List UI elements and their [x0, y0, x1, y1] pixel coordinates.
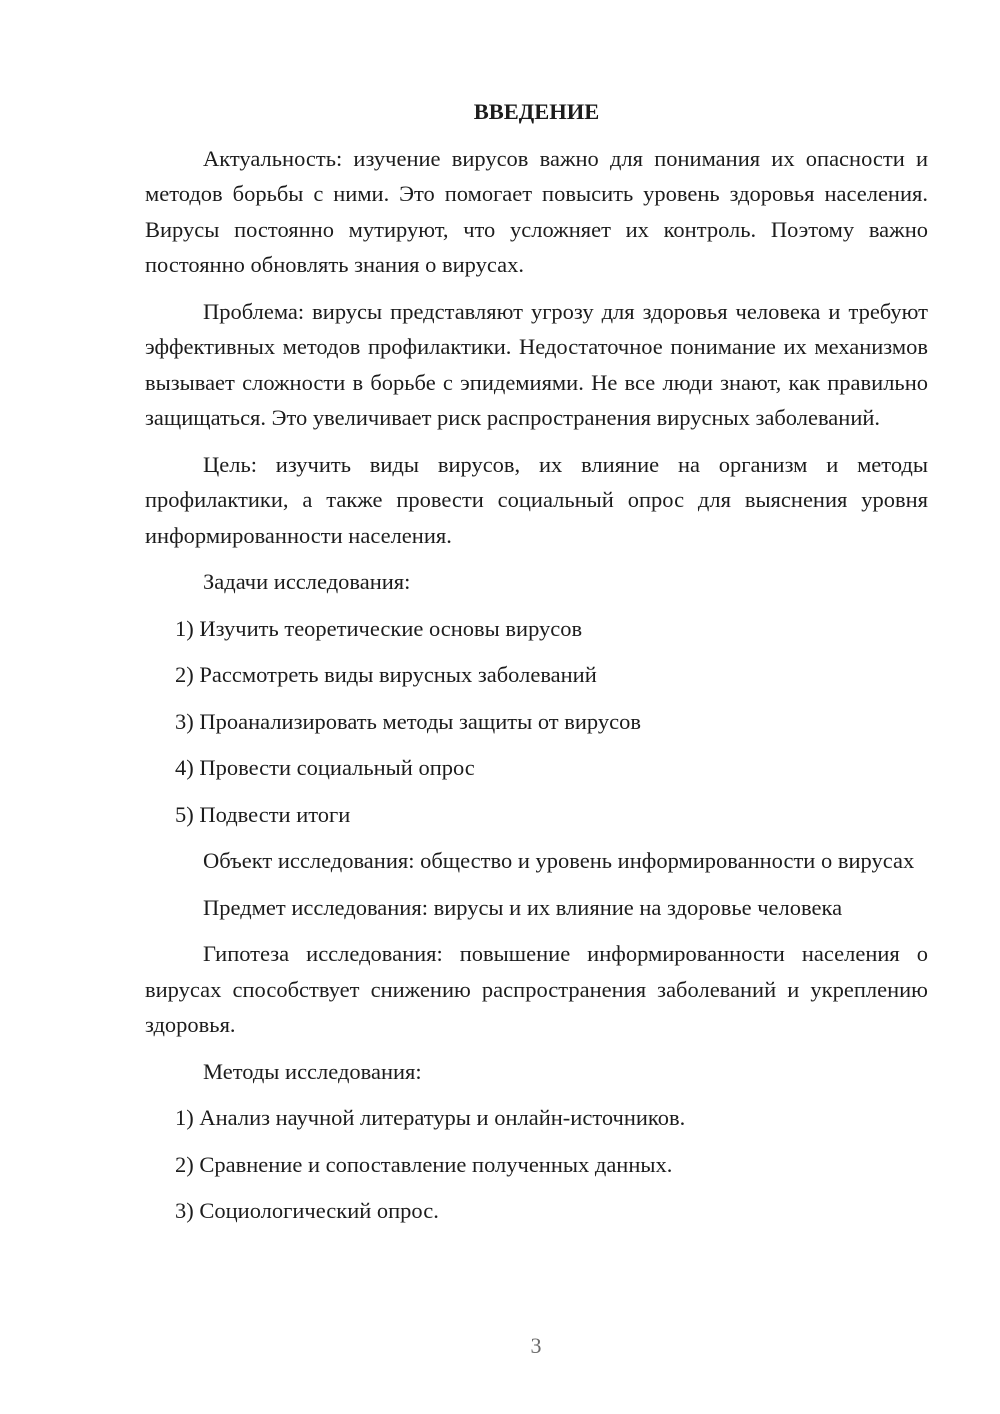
list-item: 4) Провести социальный опрос	[175, 755, 475, 780]
page-title: ВВЕДЕНИЕ	[473, 99, 600, 124]
paragraph-object: Объект исследования: общество и уровень информированности о вирусах	[203, 848, 915, 873]
paragraph-problem: Проблема: вирусы представляют угрозу для здоровья человека и требуют эффективных методов профилактики. Недостаточное понимание их механизмов вызывает сложности в борьбе с эпидемиями. Не все люди знают, как правильно защищаться. Это увеличивает риск распространения вирусных заболеваний.	[145, 298, 928, 430]
list-item: 2) Рассмотреть виды вирусных заболеваний	[175, 662, 597, 687]
paragraph-goal: Цель: изучить виды вирусов, их влияние на организм и методы профилактики, а также провести социальный опрос для выяснения уровня информированности населения.	[145, 451, 928, 548]
methods-list	[145, 1100, 928, 1229]
list-item: 3) Социологический опрос.	[175, 1198, 439, 1223]
paragraph-relevance: Актуальность: изучение вирусов важно для понимания их опасности и методов борьбы с ними. Это помогает повысить уровень здоровья населения. Вирусы постоянно мутируют, что усложняет их контроль. Поэтому важно постоянно обновлять знания о вирусах.	[145, 145, 928, 277]
document-page	[145, 94, 928, 1240]
methods-label: Методы исследования:	[203, 1058, 422, 1084]
paragraph-hypothesis: Гипотеза исследования: повышение информированности населения о вирусах способствует снижению распространения заболеваний и укреплению здоровья.	[145, 941, 928, 1037]
list-item: 1) Анализ научной литературы и онлайн-источников.	[175, 1105, 686, 1130]
list-item: 3) Проанализировать методы защиты от вирусов	[175, 708, 641, 734]
list-item: 1) Изучить теоретические основы вирусов	[175, 615, 583, 641]
tasks-label: Задачи исследования:	[203, 569, 411, 594]
list-item: 5) Подвести итоги	[175, 801, 351, 827]
page-number: 3	[530, 1333, 542, 1358]
tasks-list	[145, 611, 928, 833]
paragraph-subject: Предмет исследования: вирусы и их влияние на здоровье человека	[203, 894, 843, 920]
list-item: 2) Сравнение и сопоставление полученных данных.	[175, 1151, 673, 1177]
